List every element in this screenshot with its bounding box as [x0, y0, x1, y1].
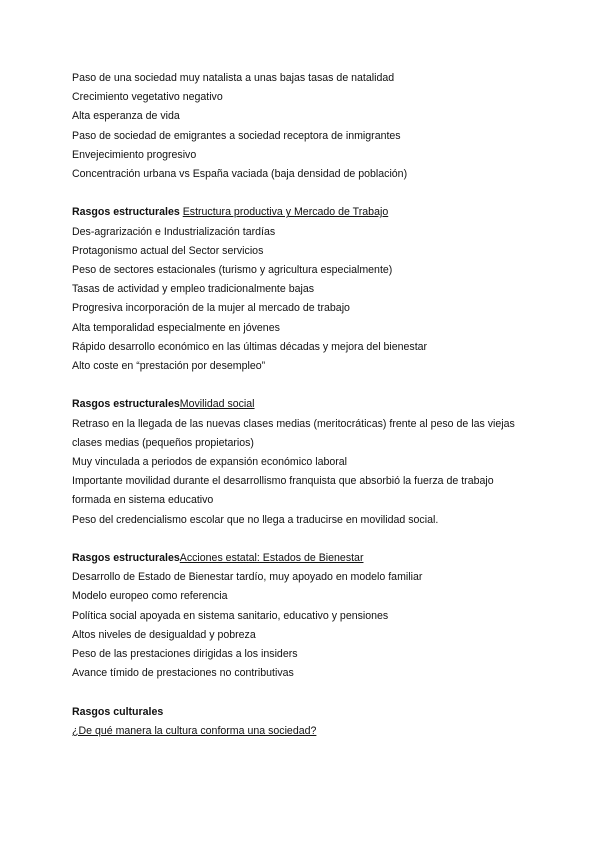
section-heading: [72, 549, 560, 568]
section-heading: [72, 703, 560, 722]
section-rasgos-culturales: [72, 703, 560, 741]
list-item: Muy vinculada a periodos de expansión económico laboral: [72, 456, 348, 469]
list-item: Progresiva incorporación de la mujer al mercado de trabajo: [72, 302, 350, 315]
list-item: Peso del credencialismo escolar que no llega a traducirse en movilidad social.: [72, 513, 439, 526]
spacer: [72, 530, 560, 549]
spacer: [72, 376, 560, 395]
list-item: Peso de sectores estacionales (turismo y agricultura especialmente): [72, 264, 393, 277]
list-item: Alta temporalidad especialmente en jóvenes: [72, 321, 280, 334]
list-item: Paso de sociedad de emigrantes a sociedad receptora de inmigrantes: [72, 129, 401, 142]
section-heading: [72, 395, 560, 414]
list-item: Envejecimiento progresivo: [72, 148, 197, 161]
list-item: Paso de una sociedad muy natalista a unas bajas tasas de natalidad: [72, 72, 395, 84]
section-label: Rasgos culturales: [72, 705, 164, 718]
list-item: Rápido desarrollo económico en las últimas décadas y mejora del bienestar: [72, 340, 428, 353]
section-label: Rasgos estructurales: [72, 206, 180, 219]
list-item: Alto coste en “prestación por desempleo”: [72, 360, 266, 373]
section-label: Rasgos estructurales: [72, 398, 180, 411]
list-item: Importante movilidad durante el desarrollismo franquista que absorbió la fuerza de trabajo formada en sistema educativo: [72, 475, 494, 507]
section-estados-bienestar: [72, 549, 560, 683]
section-estructura-productiva: [72, 203, 560, 376]
spacer: [72, 184, 560, 203]
list-item: Política social apoyada en sistema sanitario, educativo y pensiones: [72, 609, 389, 622]
list-item: Desarrollo de Estado de Bienestar tardío, muy apoyado en modelo familiar: [72, 571, 423, 584]
list-item: Avance tímido de prestaciones no contributivas: [72, 667, 294, 680]
section-topic: Acciones estatal: Estados de Bienestar: [179, 552, 364, 565]
section-topic: Movilidad social: [179, 398, 255, 411]
list-item: Crecimiento vegetativo negativo: [72, 91, 223, 104]
section-topic: Estructura productiva y Mercado de Trabajo: [182, 206, 389, 219]
list-item: Altos niveles de desigualdad y pobreza: [72, 628, 256, 641]
list-item: Retraso en la llegada de las nuevas clases medias (meritocráticas) frente al peso de las viejas clases medias (pequeños propietarios): [72, 417, 515, 449]
spacer: [72, 683, 560, 702]
list-item: Protagonismo actual del Sector servicios: [72, 244, 264, 257]
section-heading: [72, 203, 560, 222]
intro-list: [72, 69, 560, 184]
section-label: Rasgos estructurales: [72, 552, 180, 565]
list-item: Des-agrarización e Industrialización tardías: [72, 225, 276, 238]
section-question: ¿De qué manera la cultura conforma una sociedad?: [72, 724, 317, 737]
list-item: Modelo europeo como referencia: [72, 590, 228, 603]
list-item: Concentración urbana vs España vaciada (baja densidad de población): [72, 168, 408, 181]
list-item: Alta esperanza de vida: [72, 110, 180, 123]
section-movilidad-social: [72, 395, 560, 529]
list-item: Tasas de actividad y empleo tradicionalmente bajas: [72, 283, 315, 296]
list-item: Peso de las prestaciones dirigidas a los insiders: [72, 648, 298, 661]
